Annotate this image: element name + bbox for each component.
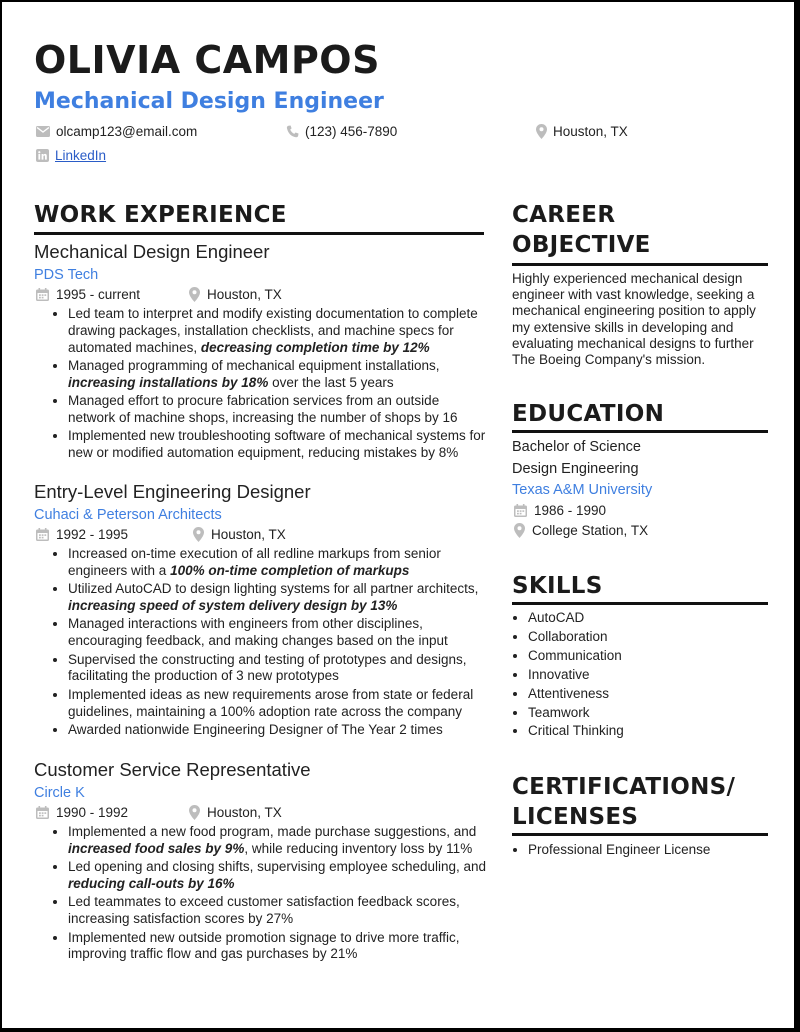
- location-pin-icon: [514, 523, 525, 538]
- career-objective-heading: [512, 200, 651, 260]
- certifications-rule: [512, 833, 768, 836]
- skill-item: • Collaboration: [528, 628, 624, 647]
- career-objective-rule: [512, 263, 768, 266]
- linkedin-link[interactable]: LinkedIn: [55, 148, 107, 163]
- bullet-highlight: increasing installations by 18%: [68, 374, 269, 390]
- job-bullet: • Implemented new outside promotion signage to drive more traffic, improving traffic flow and gas purchases by 21%: [68, 930, 488, 964]
- job-company: PDS Tech: [34, 267, 99, 283]
- education-location-text: College Station, TX: [532, 523, 649, 538]
- job-location: [189, 805, 282, 820]
- location-text: Houston, TX: [553, 124, 628, 139]
- job-bullet-list: [36, 306, 488, 464]
- skill-item: • Critical Thinking: [528, 722, 624, 741]
- skill-item: • Teamwork: [528, 704, 624, 723]
- work-experience-heading: WORK EXPERIENCE: [34, 202, 287, 228]
- job-location: [193, 527, 286, 542]
- certifications-heading-line2: LICENSES: [512, 804, 639, 830]
- phone-text: (123) 456-7890: [305, 124, 398, 139]
- job-title: Customer Service Representative: [34, 759, 311, 780]
- contact-phone: [286, 124, 397, 139]
- education-rule: [512, 430, 768, 433]
- job-bullet: • Implemented new troubleshooting software of mechanical systems for new or modified automation equipment, reducing mistakes by 8%: [68, 428, 488, 462]
- job-bullet: • Managed programming of mechanical equipment installations, increasing installations by 18% over the last 5 years: [68, 358, 488, 392]
- job-bullet: • Implemented ideas as new requirements arose from state or federal guidelines, maintaining a 100% adoption rate across the company: [68, 687, 488, 721]
- contact-email: [36, 124, 197, 139]
- job-bullet: • Managed interactions with engineers from other disciplines, encouraging feedback, and making changes based on the input: [68, 616, 488, 650]
- job-company: Circle K: [34, 785, 85, 801]
- certifications-list: [512, 841, 710, 860]
- candidate-role: Mechanical Design Engineer: [34, 89, 384, 114]
- calendar-icon: [36, 288, 49, 301]
- education-heading: EDUCATION: [512, 401, 665, 427]
- linkedin-icon: [36, 149, 49, 162]
- job-meta: [36, 527, 286, 542]
- job-location-text: Houston, TX: [211, 527, 286, 542]
- certification-item: • Professional Engineer License: [528, 841, 710, 860]
- job-dates-text: 1990 - 1992: [56, 805, 129, 820]
- job-bullet-list: [36, 824, 488, 965]
- job-meta: [36, 287, 282, 302]
- email-text: olcamp123@email.com: [56, 124, 198, 139]
- contact-location: [536, 124, 628, 139]
- job-bullet: • Supervised the constructing and testing of prototypes and designs, facilitating the production of 3 new prototypes: [68, 652, 488, 686]
- skill-item: • Attentiveness: [528, 685, 624, 704]
- location-pin-icon: [193, 527, 204, 542]
- job-bullet: • Managed effort to procure fabrication services from an outside network of machine shops, increasing the number of shops by 16: [68, 393, 488, 427]
- job-bullet: • Utilized AutoCAD to design lighting systems for all partner architects, increasing speed of system delivery design by 13%: [68, 581, 488, 615]
- bullet-highlight: 100% on-time completion of markups: [170, 562, 410, 578]
- contact-linkedin: [36, 148, 106, 163]
- job-title: Entry-Level Engineering Designer: [34, 481, 311, 502]
- bullet-highlight: increasing speed of system delivery design by 13%: [68, 597, 398, 613]
- work-experience-rule: [34, 232, 484, 235]
- job-bullet-list: [36, 546, 488, 740]
- career-objective-text: Highly experienced mechanical design engineer with vast knowledge, seeking a mechanical engineering position to apply my extensive skills in developing and evaluating mechanical designs to further The Boeing Company's mission.: [512, 271, 756, 368]
- education-school: Texas A&M University: [512, 482, 653, 498]
- skills-rule: [512, 602, 768, 605]
- job-dates-text: 1992 - 1995: [56, 527, 129, 542]
- job-bullet: • Led opening and closing shifts, supervising employee scheduling, and reducing call-outs by 16%: [68, 859, 488, 893]
- job-bullet: • Increased on-time execution of all redline markups from senior engineers with a 100% on-time completion of markups: [68, 546, 488, 580]
- calendar-icon: [36, 528, 49, 541]
- education-location: [514, 523, 648, 538]
- job-bullet: • Led teammates to exceed customer satisfaction feedback scores, increasing satisfaction scores by 27%: [68, 894, 488, 928]
- phone-icon: [286, 125, 299, 138]
- bullet-highlight: reducing call-outs by 16%: [68, 875, 235, 891]
- skill-item: • Innovative: [528, 666, 624, 685]
- job-company: Cuhaci & Peterson Architects: [34, 507, 222, 523]
- job-meta: [36, 805, 282, 820]
- skill-item: • AutoCAD: [528, 609, 624, 628]
- job-dates: [36, 287, 189, 302]
- job-bullet: • Implemented a new food program, made purchase suggestions, and increased food sales by 9%, while reducing inventory loss by 11%: [68, 824, 488, 858]
- certifications-heading-line1: CERTIFICATIONS/: [512, 774, 736, 800]
- skills-list: [512, 609, 624, 741]
- candidate-name: OLIVIA CAMPOS: [34, 38, 380, 82]
- job-dates: [36, 805, 189, 820]
- education-dates: [514, 503, 606, 518]
- envelope-icon: [36, 126, 50, 137]
- calendar-icon: [36, 806, 49, 819]
- career-objective-heading-line2: OBJECTIVE: [512, 232, 651, 258]
- career-objective-heading-line1: CAREER: [512, 202, 616, 228]
- job-bullet: • Led team to interpret and modify existing documentation to complete drawing packages, installation checklists, and machine specs for automated machines, decreasing completion time by 12%: [68, 306, 488, 356]
- location-pin-icon: [189, 805, 200, 820]
- location-pin-icon: [536, 124, 547, 139]
- job-location: [189, 287, 282, 302]
- education-degree: Bachelor of Science: [512, 439, 641, 455]
- job-title: Mechanical Design Engineer: [34, 241, 270, 262]
- skill-item: • Communication: [528, 647, 624, 666]
- education-dates-text: 1986 - 1990: [534, 503, 607, 518]
- location-pin-icon: [189, 287, 200, 302]
- bullet-highlight: decreasing completion time by 12%: [200, 339, 430, 355]
- education-field: Design Engineering: [512, 461, 639, 477]
- certifications-heading: [512, 772, 735, 832]
- job-bullet: • Awarded nationwide Engineering Designer of The Year 2 times: [68, 722, 488, 739]
- job-dates-text: 1995 - current: [56, 287, 141, 302]
- job-location-text: Houston, TX: [207, 805, 282, 820]
- job-dates: [36, 527, 193, 542]
- job-location-text: Houston, TX: [207, 287, 282, 302]
- bullet-highlight: increased food sales by 9%: [68, 840, 245, 856]
- resume-page: [2, 2, 794, 1028]
- calendar-icon: [514, 504, 527, 517]
- skills-heading: SKILLS: [512, 573, 603, 599]
